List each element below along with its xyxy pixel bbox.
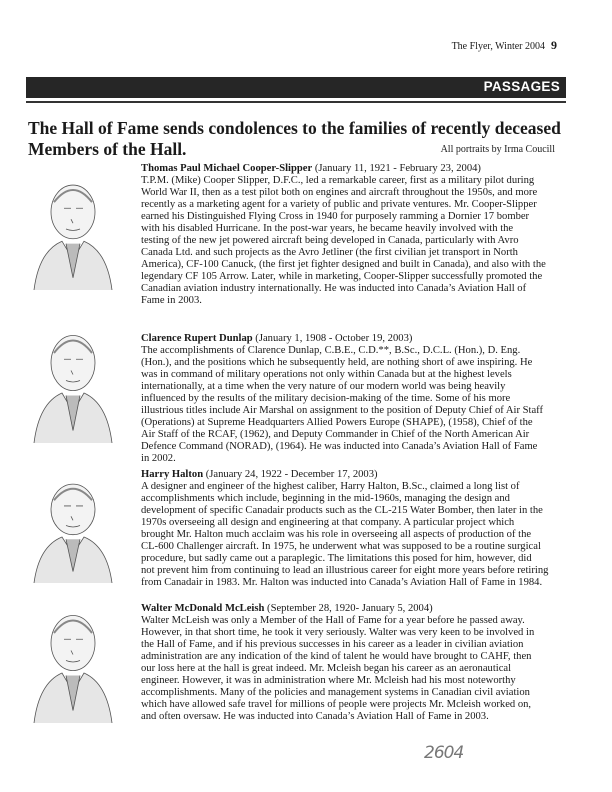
body-line: CL-600 Challenger aircraft. In 1975, he underwent what was supposed to be a routine surgical [141, 541, 541, 552]
entry-heading [141, 333, 601, 345]
body-line: our loss here at the hall is great indeed. Mr. Mcleish began his career as an aeronautical [141, 663, 512, 674]
publication-name: The Flyer, Winter 2004 [451, 41, 545, 52]
body-line: from Canadair in 1983. Mr. Halton was inducted into Canada’s Aviation Hall of Fame in 1984. [141, 577, 543, 588]
portrait-sketch [14, 468, 132, 588]
member-name: Clarence Rupert Dunlap [141, 333, 253, 344]
body-line: testing of the new jet powered aircraft being developed in Canada, particularly with Avro [141, 235, 519, 246]
body-line: recently as a marketing agent for a variety of public and private ventures. Mr. Cooper-Slipper [141, 199, 537, 210]
body-line: not prevent him from continuing to lead an illustrious career for eight more years before retiring [141, 565, 549, 576]
entry-heading [141, 469, 601, 481]
body-line: influenced by the results of the military decision-making of the time. Some of his more [141, 393, 511, 404]
body-line: accomplishments which include, beginning in the mid-1960s, managing the design and [141, 493, 510, 504]
member-dates: (September 28, 1920- January 5, 2004) [267, 603, 433, 614]
divider [26, 101, 566, 103]
entry-heading [141, 603, 601, 615]
body-line: the Hall of Fame, and if his previous successes in his career as a leader in civilian aviation [141, 639, 524, 650]
body-line: accomplishments. Many of the policies and management systems in Canadian civil aviation [141, 687, 530, 698]
body-line: administration are any indication of the kind of talent he would have brought to CAHF, then [141, 651, 532, 662]
body-line: which have allowed safe travel for millions of people were projects Mr. Mcleish worked on, [141, 699, 532, 710]
body-line: legendary CF 105 Arrow. Later, while in marketing, Cooper-Slipper successfully promoted the [141, 271, 543, 282]
obituary-entry [141, 163, 601, 307]
body-line: with his disabled Hurricane. In the post-war years, he became heavily involved with the [141, 223, 514, 234]
body-line: was in command of military operations not only within Canada but at the highest levels [141, 369, 512, 380]
body-line: procedure, but sadly came out a paraplegic. The limitations this posed for him, however, did [141, 553, 532, 564]
body-line: brought Mr. Halton much acclaim was his role in overseeing all aspects of production of the [141, 529, 532, 540]
body-line: (Operations) at Supreme Headquarters Allied Powers Europe (SHAPE), (1958), Chief of the [141, 417, 533, 428]
body-line: 1970s overseeing all design and engineering at that company. A particular project which [141, 517, 515, 528]
body-line: development of specific Canadair products such as the CL-215 Water Bomber, then later in the [141, 505, 543, 516]
body-line: America), CF-100 Canuck, (the first jet fighter designed and built in Canada), and also with the [141, 259, 546, 270]
section-label: PASSAGES [483, 79, 560, 94]
body-line: World War II, then as a test pilot both on engines and aircraft throughout the 1950s, and more [141, 187, 538, 198]
body-line: Walter McLeish was only a Member of the Hall of Fame for a year before he passed away. [141, 615, 525, 626]
obituary-entry [141, 333, 601, 465]
body-line: T.P.M. (Mike) Cooper Slipper, D.F.C., led a remarkable career, first as a military pilot during [141, 175, 535, 186]
body-line: illustrious titles include Air Marshal on assignment to the position of Deputy Chief of Air Staff [141, 405, 544, 416]
page-number: 9 [551, 38, 557, 52]
member-dates: (January 11, 1921 - February 23, 2004) [314, 163, 481, 174]
body-line: earned his Distinguished Flying Cross in 1940 for purposely ramming a Dornier 17 bomber [141, 211, 530, 222]
running-header [452, 38, 557, 53]
member-name: Harry Halton [141, 469, 204, 480]
body-line: Canadian aviation industry internationally. He was inducted into Canada’s Aviation Hall of [141, 283, 527, 294]
title-line: Members of the Hall. [28, 139, 187, 159]
body-line: The accomplishments of Clarence Dunlap, C.B.E., C.D.**, B.Sc., D.C.L. (Hon.), D. Eng. [141, 345, 521, 356]
body-line: Canada Ltd. and such projects as the Avro Jetliner (the first civilian jet transport in North [141, 247, 518, 258]
portrait-credit: All portraits by Irma Coucill [440, 144, 555, 155]
member-dates: (January 1, 1908 - October 19, 2003) [255, 333, 413, 344]
body-line: engineer. However, it was in administration where Mr. Mcleish had his most noteworthy [141, 675, 516, 686]
portrait-sketch [14, 168, 132, 295]
body-line: Fame in 2003. [141, 295, 202, 306]
body-line: Air Staff of the RCAF, (1962), and Deputy Commander in Chief of the North American Air [141, 429, 530, 440]
member-name: Thomas Paul Michael Cooper-Slipper [141, 163, 313, 174]
obituary-entry [141, 469, 601, 589]
entry-heading [141, 163, 601, 175]
obituary-entry [141, 603, 601, 723]
member-dates: (January 24, 1922 - December 17, 2003) [205, 469, 378, 480]
body-line: and often oversaw. He was inducted into Canada’s Aviation Hall of Fame in 2003. [141, 711, 489, 722]
body-line: However, in that short time, he took it very seriously. Walter was very keen to be involved in [141, 627, 535, 638]
body-line: internationally, at a time when the very nature of our modern world was being heavily [141, 381, 506, 392]
section-banner [26, 77, 566, 98]
handwritten-note: 2604 [424, 743, 464, 763]
body-line: in 2002. [141, 453, 176, 464]
body-line: Defence Command (NORAD), (1964). He was inducted into Canada’s Aviation Hall of Fame [141, 441, 538, 452]
title-line: The Hall of Fame sends condolences to the families of recently deceased [28, 118, 561, 138]
body-line: A designer and engineer of the highest caliber, Harry Halton, B.Sc., claimed a long list of [141, 481, 520, 492]
body-line: (Hon.), and the positions which he subsequently held, are nothing short of awe inspiring. He [141, 357, 533, 368]
portrait-sketch [14, 318, 132, 448]
member-name: Walter McDonald McLeish [141, 603, 265, 614]
portrait-sketch [14, 598, 132, 728]
